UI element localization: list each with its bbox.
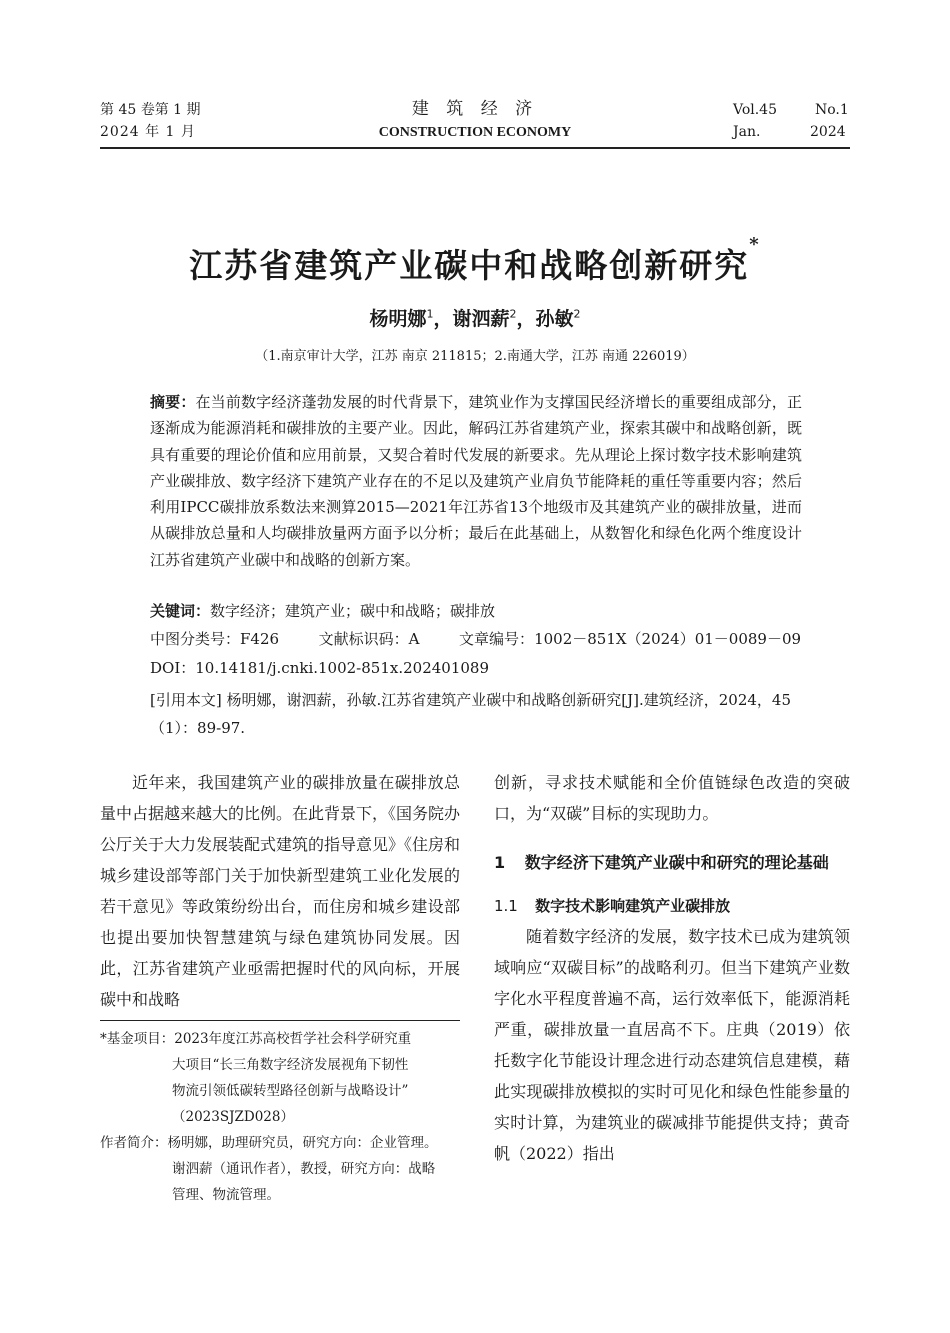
header-year: 2024 [810,124,846,140]
header-journal-en: CONSTRUCTION ECONOMY [378,125,572,140]
article-title [0,234,950,287]
keywords-text: 数字经济；建筑产业；碳中和战略；碳排放 [210,602,496,620]
continued-paragraph: 创新，寻求技术赋能和全价值链绿色改造的突破口，为“双碳”目标的实现助力。 [494,773,850,823]
header-rule [100,147,850,149]
article-no-value: 1002－851X（2024）01－0089－09 [534,630,802,648]
body-paragraph: 随着数字经济的发展，数字技术已成为建筑领域响应“双碳目标”的战略利刃。但当下建筑产业数字化水平程度普遍不高，运行效率低下，能源消耗严重，碳排放量一直居高不下。庄典（2019）依托数字化节能设计理念进行动态建筑信息建模，藉此实现碳排放模拟的实时可见化和绿色性能参量的实时计算，为建筑业的碳减排节能提供支持；黄奇帆（2022）指出 [494,927,850,1163]
author-affiliation-mark: 2 [509,307,517,321]
fund-text: 2023年度江苏高校哲学社会科学研究重 [174,1031,412,1047]
author-affiliation-mark: 2 [573,307,581,321]
abstract-label: 摘要： [150,393,196,411]
section-title: 数字技术影响建筑产业碳排放 [535,897,731,915]
header-no: No.1 [815,102,849,118]
right-column [494,767,850,1169]
article-no-label: 文章编号： [459,630,535,648]
section-number: 1 [494,853,506,872]
abstract-block [150,389,802,573]
abstract-text: 在当前数字经济蓬勃发展的时代背景下，建筑业作为支撑国民经济增长的重要组成部分，正逐渐成为能源消耗和碳排放的主要产业。因此，解码江苏省建筑产业，探索其碳中和战略创新，既具有重要的理论价值和应用前景，又契合着时代发展的新要求。先从理论上探讨数字技术影响建筑产业碳排放、数字经济下建筑产业存在的不足以及建筑产业肩负节能降耗的重任等重要内容；然后利用IPCC碳排放系数法来测算2015—2021年江苏省13个地级市及其建筑产业的碳排放量，进而从碳排放总量和人均碳排放量两方面予以分析；最后在此基础上，从数智化和绿色化两个维度设计江苏省建筑产业碳中和战略的创新方案。 [150,393,802,569]
fund-label: *基金项目： [100,1031,175,1047]
keywords-label: 关键词： [150,602,211,620]
section-heading-1 [494,847,850,879]
doi-label: DOI： [150,659,196,677]
fund-text: 物流引领低碳转型路径创新与战略设计” [172,1083,409,1099]
header-month: Jan. [733,124,761,140]
author-intro-text: 管理、物流管理。 [172,1187,280,1203]
header-vol: Vol.45 [733,102,777,118]
article-title-text: 江苏省建筑产业碳中和战略创新研究 [189,246,750,285]
keywords-line [150,598,810,624]
footnote-rule [100,1020,460,1021]
classification-line [150,626,810,652]
left-column [100,767,460,1015]
header-date: 2024 年 1 月 [100,124,196,140]
author-list [0,304,950,331]
section-heading-1-1 [494,891,850,921]
author-intro-text: 谢泗薪（通讯作者），教授，研究方向：战略 [172,1161,436,1177]
fund-text: 大项目“长三角数字经济发展视角下韧性 [172,1057,409,1073]
author-name: 孙敏 [535,308,574,330]
author-separator: ， [516,308,536,330]
doi-line [150,655,810,681]
author-separator: ， [433,308,453,330]
author-name: 杨明娜 [369,308,427,330]
author-affiliation-mark: 1 [426,307,434,321]
header-journal-cn: 建 筑 经 济 [411,99,539,119]
citation-line [150,686,802,742]
affiliation-line: （1.南京审计大学，江苏 南京 211815；2.南通大学，江苏 南通 226019） [255,349,695,364]
clc-value: F426 [240,630,280,648]
section-title: 数字经济下建筑产业碳中和研究的理论基础 [524,853,829,872]
doc-code-value: A [408,630,420,648]
author-intro-label: 作者简介： [100,1135,168,1151]
header-volume-issue: 第 45 卷第 1 期 [100,102,201,118]
doc-code-label: 文献标识码： [318,630,409,648]
fund-text: （2023SJZD028） [172,1109,294,1125]
citation-label: [引用本文] [150,691,222,709]
doi-value[interactable]: 10.14181/j.cnki.1002-851x.202401089 [195,659,490,677]
footnote-block [100,1026,462,1208]
citation-text: 杨明娜，谢泗薪，孙敏.江苏省建筑产业碳中和战略创新研究[J].建筑经济，2024，45（1）：89-97. [150,691,792,737]
author-intro-text: 杨明娜，助理研究员，研究方向：企业管理。 [167,1135,438,1151]
clc-label: 中图分类号： [150,630,241,648]
title-footnote-mark: * [749,234,761,255]
section-number: 1.1 [494,897,518,915]
intro-paragraph: 近年来，我国建筑产业的碳排放量在碳排放总量中占据越来越大的比例。在此背景下，《国务院办公厅关于大力发展装配式建筑的指导意见》《住房和城乡建设部等部门关于加快新型建筑工业化发展的若干意见》等政策纷纷出台，而住房和城乡建设部也提出要加快智慧建筑与绿色建筑协同发展。因此，江苏省建筑产业亟需把握时代的风向标，开展碳中和战略 [100,773,461,1009]
author-name: 谢泗薪 [452,308,510,330]
